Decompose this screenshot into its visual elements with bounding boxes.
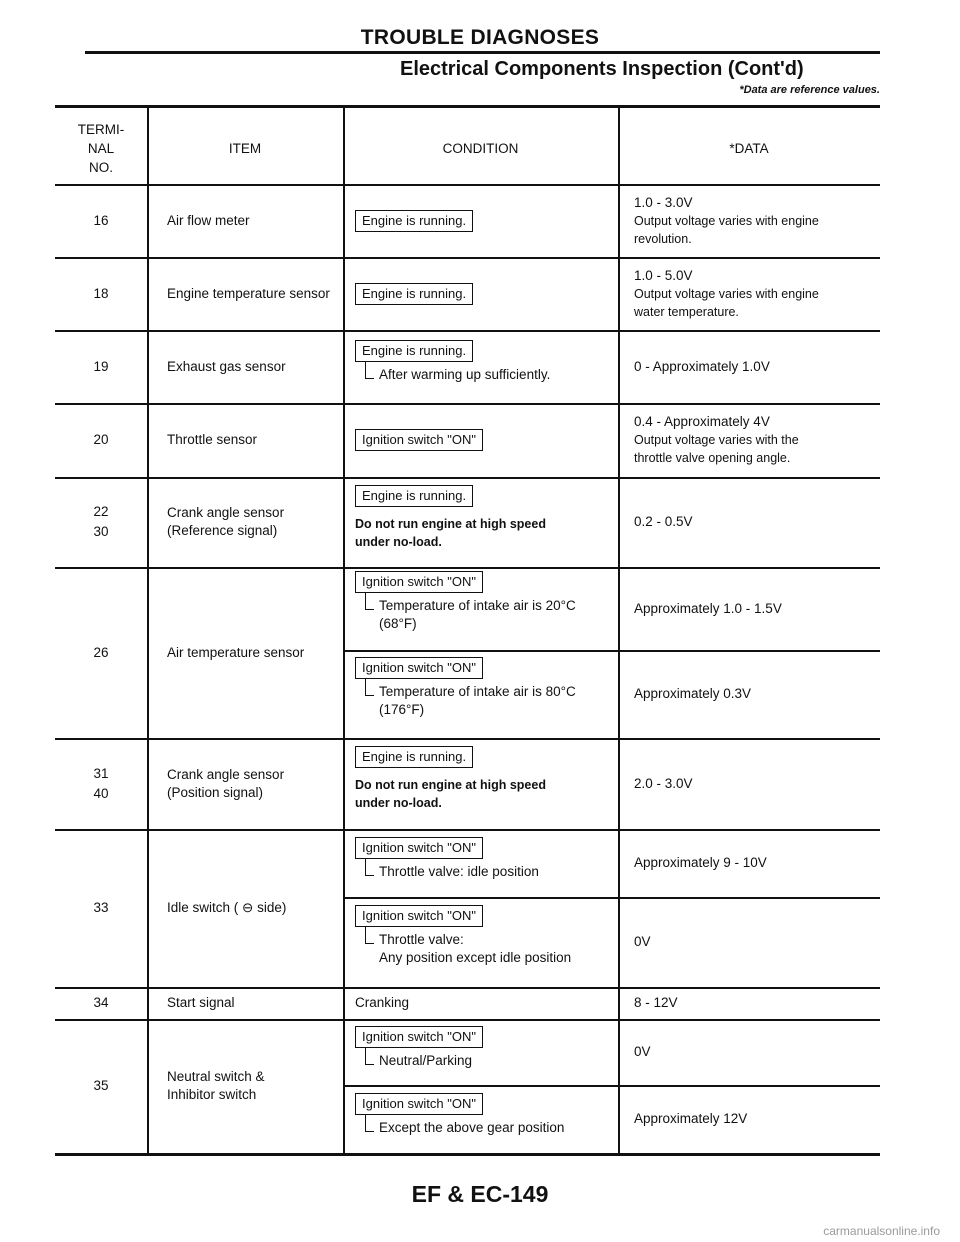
data-value: Approximately 12V	[634, 1111, 748, 1126]
item-name	[167, 212, 250, 230]
header-item: ITEM	[228, 141, 262, 156]
item-name	[167, 644, 304, 662]
column-divider	[343, 107, 345, 1153]
table-bottom-rule	[55, 1153, 880, 1156]
item-name-line: Engine temperature sensor	[167, 285, 330, 301]
data-value: 0.4 - Approximately 4V	[634, 414, 770, 429]
condition-text: Cranking	[355, 995, 410, 1010]
row-divider	[55, 1019, 880, 1021]
data-value: 8 - 12V	[634, 995, 678, 1010]
title-rule	[85, 51, 880, 54]
item-name	[167, 766, 284, 802]
condition-box: Engine is running.	[355, 746, 473, 768]
page-title: TROUBLE DIAGNOSES	[360, 26, 600, 49]
header-terminal-line: TERMI-	[77, 122, 125, 137]
item-name-line: Idle switch ( ⊖ side)	[167, 900, 287, 915]
terminal-number: 34	[93, 995, 109, 1010]
data-value: Approximately 9 - 10V	[634, 855, 767, 870]
item-name	[167, 358, 286, 376]
item-name-line: Start signal	[167, 995, 235, 1010]
condition-branch	[365, 361, 374, 379]
condition-detail: Except the above gear position	[379, 1119, 565, 1135]
header-condition: CONDITION	[442, 141, 519, 156]
condition-detail: Any position except idle position	[379, 949, 572, 965]
condition-box: Ignition switch "ON"	[355, 1093, 483, 1115]
condition-detail: (176°F)	[379, 701, 425, 717]
condition-detail: (68°F)	[379, 616, 417, 632]
terminal-number: 35	[93, 1078, 109, 1093]
watermark: carmanualsonline.info	[823, 1224, 940, 1238]
condition-box: Engine is running.	[355, 485, 473, 507]
condition-warning: under no-load.	[355, 534, 442, 549]
terminal-number: 33	[93, 900, 109, 915]
row-divider	[55, 330, 880, 332]
row-divider	[55, 738, 880, 740]
condition-box: Ignition switch "ON"	[355, 837, 483, 859]
data-value: Approximately 0.3V	[634, 686, 752, 701]
reference-note: *Data are reference values.	[739, 84, 880, 96]
row-divider	[55, 567, 880, 569]
data-value: 0 - Approximately 1.0V	[634, 358, 770, 374]
item-name-line: (Reference signal)	[167, 523, 278, 538]
data-value: Output voltage varies with the	[634, 433, 799, 447]
item-name-line: Throttle sensor	[167, 432, 258, 447]
item-name	[167, 1068, 265, 1104]
header-terminal-no	[55, 120, 147, 177]
sub-row-divider	[343, 897, 880, 899]
data-value: Approximately 1.0 - 1.5V	[634, 600, 782, 616]
item-name-line: Air temperature sensor	[167, 644, 305, 660]
data-value: revolution.	[634, 231, 692, 246]
condition-branch	[365, 858, 374, 876]
terminal-number: 31 40	[93, 765, 109, 801]
condition-box: Engine is running.	[355, 210, 473, 232]
header-data: *DATA	[729, 141, 769, 156]
data-value: water temperature.	[634, 304, 739, 319]
row-divider	[55, 403, 880, 405]
data-value: throttle valve opening angle.	[634, 451, 791, 465]
condition-detail: Temperature of intake air is 80°C	[379, 683, 576, 699]
data-value: 0V	[634, 934, 651, 949]
terminal-number: 18	[93, 285, 109, 301]
data-value: Output voltage varies with engine	[634, 286, 819, 301]
table-top-rule	[55, 105, 880, 108]
item-name-line: Crank angle sensor	[167, 766, 285, 782]
item-name-line: Neutral switch &	[167, 1069, 265, 1084]
row-divider	[55, 987, 880, 989]
condition-branch	[365, 678, 374, 696]
data-value: 0.2 - 0.5V	[634, 514, 693, 529]
condition-detail: Throttle valve:	[379, 931, 464, 947]
condition-box: Ignition switch "ON"	[355, 571, 483, 593]
data-value: 2.0 - 3.0V	[634, 775, 693, 791]
item-name	[167, 504, 284, 540]
item-name	[167, 285, 330, 303]
item-name	[167, 899, 286, 917]
condition-warning: Do not run engine at high speed	[355, 516, 546, 531]
data-value: 1.0 - 5.0V	[634, 267, 693, 283]
sub-row-divider	[343, 650, 880, 652]
item-name-line: Inhibitor switch	[167, 1087, 257, 1102]
condition-branch	[365, 1047, 374, 1065]
item-name	[167, 994, 235, 1012]
condition-box: Engine is running.	[355, 340, 473, 362]
condition-box: Ignition switch "ON"	[355, 905, 483, 927]
page-footer: EF & EC-149	[411, 1181, 549, 1207]
section-subtitle: Electrical Components Inspection (Cont'd)	[400, 58, 804, 80]
item-name	[167, 431, 257, 449]
row-divider	[55, 257, 880, 259]
condition-detail: Temperature of intake air is 20°C	[379, 598, 576, 614]
condition-box: Ignition switch "ON"	[355, 657, 483, 679]
data-value: 0V	[634, 1044, 651, 1059]
condition-box: Engine is running.	[355, 283, 473, 305]
header-terminal-line: NO.	[88, 160, 113, 175]
data-value: 1.0 - 3.0V	[634, 194, 693, 210]
condition-branch	[365, 926, 374, 944]
terminal-number: 20	[93, 432, 109, 447]
condition-warning: under no-load.	[355, 796, 442, 811]
terminal-number: 26	[93, 644, 109, 660]
condition-box: Ignition switch "ON"	[355, 1026, 483, 1048]
condition-branch	[365, 1114, 374, 1132]
item-name-line: (Position signal)	[167, 784, 264, 800]
sub-row-divider	[343, 1085, 880, 1087]
data-value: Output voltage varies with engine	[634, 213, 819, 228]
column-divider	[618, 107, 620, 1153]
terminal-number: 22 30	[93, 504, 109, 539]
condition-detail: After warming up sufficiently.	[379, 367, 551, 383]
column-divider	[147, 107, 149, 1153]
condition-detail: Throttle valve: idle position	[379, 863, 539, 879]
item-name-line: Air flow meter	[167, 212, 250, 228]
row-divider	[55, 477, 880, 479]
terminal-number: 19	[93, 358, 109, 374]
condition-branch	[365, 592, 374, 610]
item-name-line: Crank angle sensor	[167, 505, 285, 520]
header-divider	[55, 184, 880, 186]
condition-box: Ignition switch "ON"	[355, 429, 483, 451]
condition-warning: Do not run engine at high speed	[355, 778, 546, 793]
row-divider	[55, 829, 880, 831]
item-name-line: Exhaust gas sensor	[167, 358, 286, 374]
header-terminal-line: NAL	[87, 141, 115, 156]
condition-detail: Neutral/Parking	[379, 1052, 473, 1068]
terminal-number: 16	[93, 212, 109, 228]
